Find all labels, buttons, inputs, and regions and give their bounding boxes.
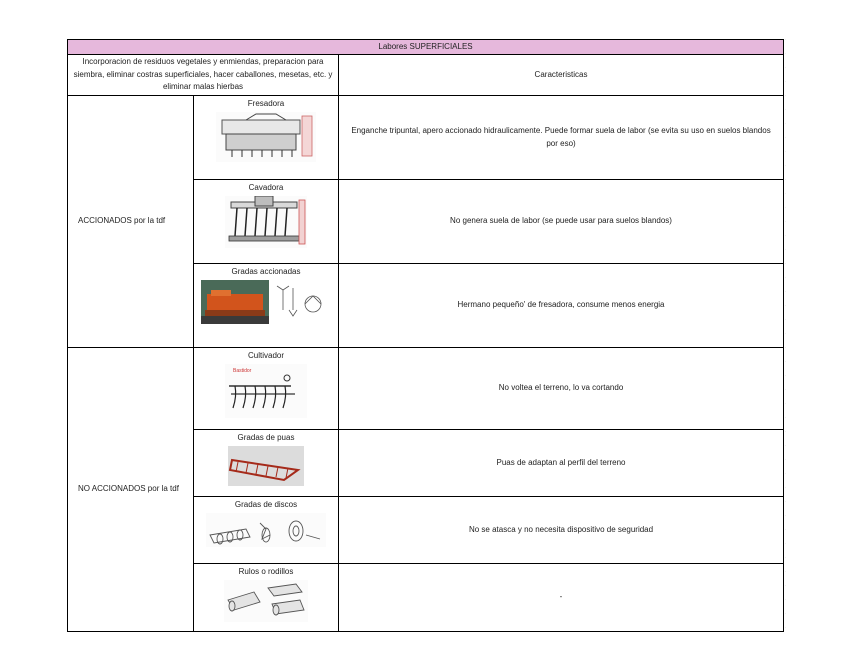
description-cell[interactable]: - — [339, 564, 784, 632]
implement-name: Rulos o rodillos — [238, 567, 294, 576]
implement-name: Fresadora — [247, 99, 285, 108]
description-cell[interactable]: Puas de adaptan al perfil del terreno — [339, 430, 784, 497]
group-accionados[interactable]: ACCIONADOS por la tdf — [68, 96, 194, 348]
spading-machine-image — [225, 196, 307, 248]
table-row — [68, 348, 784, 430]
cultivator-image — [225, 364, 307, 418]
rotary-tiller-image — [216, 112, 316, 162]
description-cell[interactable]: No voltea el terreno, lo va cortando — [339, 348, 784, 430]
implement-name: Gradas de puas — [237, 433, 295, 442]
implement-cell[interactable] — [194, 96, 339, 180]
implement-cell[interactable] — [194, 348, 339, 430]
implement-name: Gradas de discos — [234, 500, 298, 509]
purpose-header[interactable]: Incorporacion de residuos vegetales y enmiendas, preparacion para siembra, eliminar costras superficiales, hacer caballones, mesetas, etc. y eliminar malas hierbas — [68, 55, 339, 96]
description-cell[interactable]: Hermano pequeño' de fresadora, consume menos energia — [339, 264, 784, 348]
table-title[interactable]: Labores SUPERFICIALES — [68, 40, 784, 55]
power-harrow-image — [201, 280, 331, 324]
implement-cell[interactable] — [194, 264, 339, 348]
implement-cell[interactable] — [194, 430, 339, 497]
description-cell[interactable]: No genera suela de labor (se puede usar para suelos blandos) — [339, 180, 784, 264]
implement-name: Gradas accionadas — [231, 267, 301, 276]
implement-name: Cavadora — [248, 183, 284, 192]
characteristics-header[interactable]: Caracteristicas — [339, 55, 784, 96]
table-row — [68, 96, 784, 180]
roller-image — [224, 580, 308, 622]
implement-cell[interactable] — [194, 564, 339, 632]
spreadsheet-table — [67, 39, 783, 634]
description-cell[interactable]: No se atasca y no necesita dispositivo de seguridad — [339, 497, 784, 564]
group-no-accionados[interactable]: NO ACCIONADOS por la tdf — [68, 348, 194, 632]
cultivator-caption: Bastidor — [233, 368, 252, 375]
implement-cell[interactable] — [194, 180, 339, 264]
implement-name: Cultivador — [247, 351, 284, 360]
implement-cell[interactable] — [194, 497, 339, 564]
disc-harrow-image — [206, 513, 326, 547]
description-cell[interactable]: Enganche tripuntal, apero accionado hidraulicamente. Puede formar suela de labor (se evita su uso en suelos blandos por eso) — [339, 96, 784, 180]
sheet-gridlines — [785, 39, 786, 634]
tine-harrow-image — [228, 446, 304, 486]
